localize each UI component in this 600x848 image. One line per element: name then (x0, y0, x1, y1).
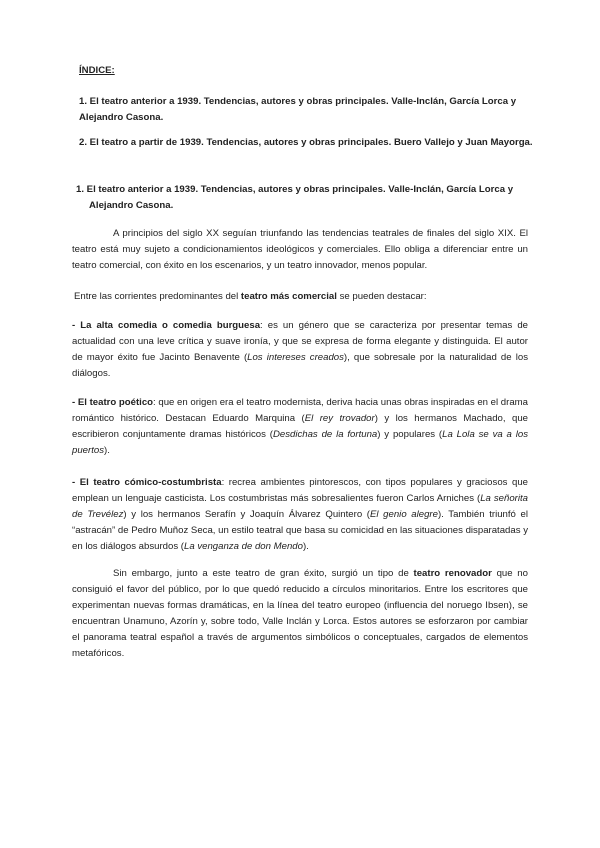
alta-comedia-paragraph: - La alta comedia o comedia burguesa: es un género que se caracteriza por presentar temas de actualidad con una leve crítica y suave ironía, y que se expresa de forma elegante y distinguida. El autor de mayor éxito fue Jacinto Benavente (Los intereses creados), que sobresale por la naturalidad de los diálogos. (72, 320, 528, 379)
index-item-2: 2. El teatro a partir de 1939. Tendencias, autores y obras principales. Buero Vallejo y Juan Mayorga. (79, 137, 533, 148)
index-item-1: 1. El teatro anterior a 1939. Tendencias, autores y obras principales. Valle-Inclán, García Lorca y Alejandro Casona. (79, 96, 517, 123)
commercial-theatre-intro: Entre las corrientes predominantes del teatro más comercial se pueden destacar: (74, 291, 427, 302)
index-heading: ÍNDICE: (79, 65, 115, 76)
section-1-title: 1. El teatro anterior a 1939. Tendencias, autores y obras principales. Valle-Inclán, García Lorca y Alejandro Casona. (76, 184, 514, 211)
teatro-comico-paragraph: - El teatro cómico-costumbrista: recrea ambientes pintorescos, con tipos populares y graciosos que emplean un lenguaje casticista. Los costumbristas más sobresalientes fueron Carlos Arniches (La señorita de Trevélez) y los hermanos Serafín y Joaquín Álvarez Quintero (El genio alegre). También triunfó el “astracán” de Pedro Muñoz Seca, un estilo teatral que basa su comicidad en las situaciones disparatadas y en los diálogos absurdos (La venganza de don Mendo). (72, 477, 528, 552)
teatro-poetico-paragraph: - El teatro poético: que en origen era el teatro modernista, deriva hacia unas obras inspiradas en el drama romántico histórico. Destacan Eduardo Marquina (El rey trovador) y los hermanos Machado, que escribieron conjuntamente dramas históricos (Desdichas de la fortuna) y populares (La Lola se va a los puertos). (72, 397, 529, 456)
intro-paragraph: A principios del siglo XX seguían triunfando las tendencias teatrales de finales del siglo XIX. El teatro está muy sujeto a condicionamientos ideológicos y comerciales. Ello obliga a diferenciar entre un teatro comercial, con éxito en los escenarios, y un teatro innovador, menos popular. (72, 228, 528, 271)
teatro-renovador-paragraph: Sin embargo, junto a este teatro de gran éxito, surgió un tipo de teatro renovador que no consiguió el favor del público, por lo que quedó reducido a círculos minoritarios. Entre los escritores que experimentan nuevas formas dramáticas, en la línea del teatro europeo (influencia del noruego Ibsen), se encuentran Unamuno, Azorín y, sobre todo, Valle Inclán y Lorca. Estos autores se esforzaron por cambiar el panorama teatral español a través de argumentos simbólicos o conceptuales, cargados de elementos metafóricos. (72, 568, 528, 659)
